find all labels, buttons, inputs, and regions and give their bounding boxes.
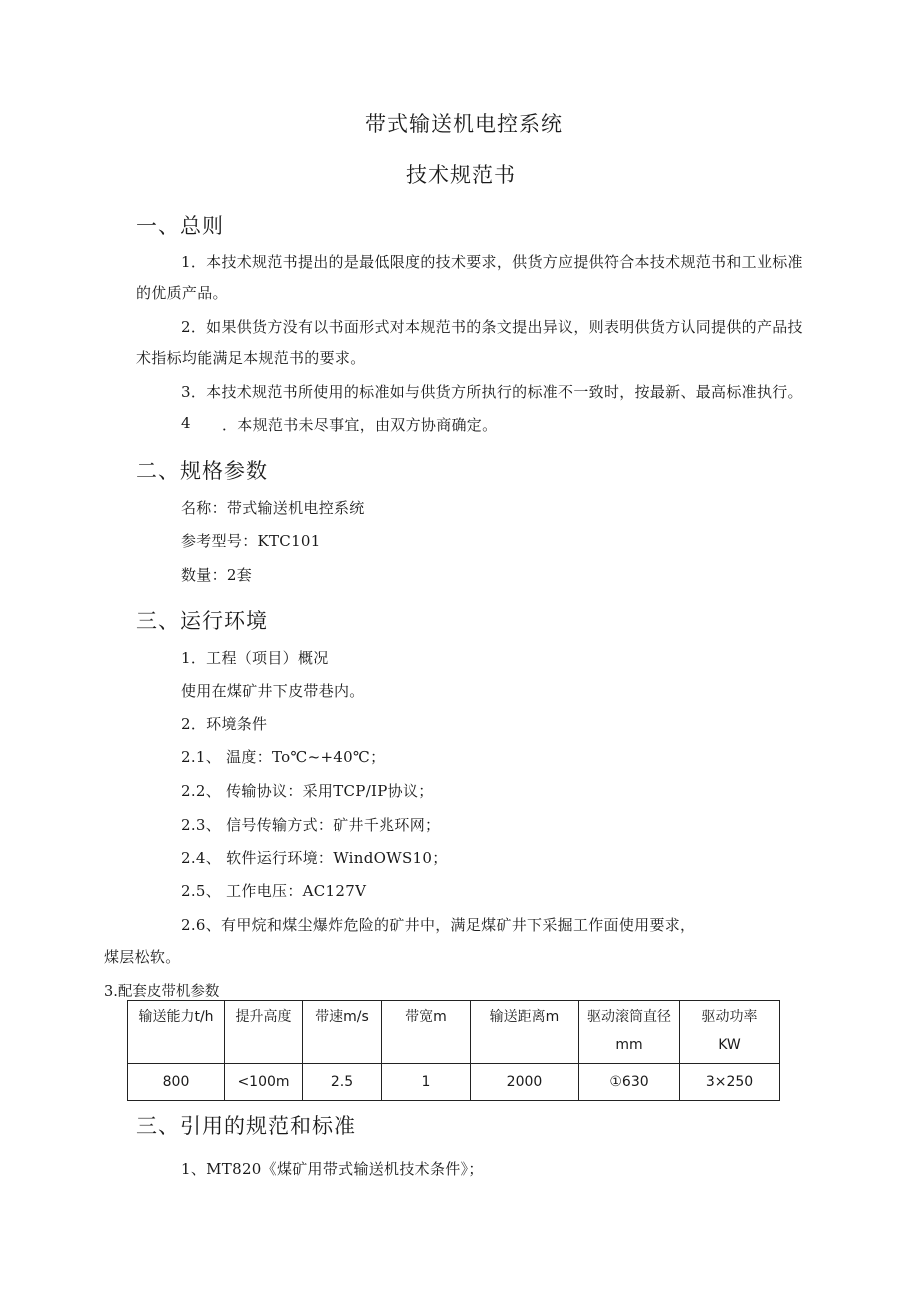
condition-signal: 2.3、 信号传输方式：矿井千兆环网； [181,816,441,834]
condition-voltage: 2.5、 工作电压：AC127V [181,882,367,900]
condition-temperature: 2.1、 温度：To℃~+40℃； [181,748,386,766]
condition-mine-line-1: 2.6、有甲烷和煤尘爆炸危险的矿井中，满足煤矿井下采掘工作面使用要求， [181,916,696,934]
section-heading-standards: 三、引用的规范和标准 [136,1114,356,1138]
header-drive-power: 驱动功率 KW [680,1001,780,1064]
table-header-row [128,1001,780,1064]
paragraph-3: 3．本技术规范书所使用的标准如与供货方所执行的标准不一致时，按最新、最高标准执行。 [181,383,803,401]
header-belt-width: 带宽m [382,1001,471,1064]
condition-protocol: 2.2、 传输协议：采用TCP/IP协议； [181,782,434,800]
condition-software: 2.4、 软件运行环境：WindOWS10； [181,849,448,867]
section-heading-specs: 二、规格参数 [136,459,268,483]
header-capacity: 输送能力t/h [128,1001,225,1064]
cell-drive-power: 3×250 [680,1064,780,1101]
cell-conveying-distance: 2000 [471,1064,579,1101]
cell-capacity: 800 [128,1064,225,1101]
document-title: 带式输送机电控系统 [365,112,563,136]
condition-mine-line-2: 煤层松软。 [104,948,181,966]
paragraph-2-line-1: 2．如果供货方没有以书面形式对本规范书的条文提出异议，则表明供货方认同提供的产品技 [181,318,803,336]
section-heading-environment: 三、运行环境 [136,609,268,633]
document-subtitle: 技术规范书 [406,163,516,187]
project-overview-text: 使用在煤矿井下皮带巷内。 [181,682,365,700]
paragraph-2-line-2: 术指标均能满足本规范书的要求。 [136,349,366,367]
cell-drum-diameter: ①630 [579,1064,680,1101]
paragraph-4-text: ．本规范书未尽事宜，由双方协商确定。 [222,416,498,434]
header-conveying-distance: 输送距离m [471,1001,579,1064]
paragraph-1-line-2: 的优质产品。 [136,284,228,302]
header-lift-height: 提升高度 [225,1001,303,1064]
cell-lift-height: <100m [225,1064,303,1101]
belt-params-heading: 3.配套皮带机参数 [104,984,220,1000]
table-row [128,1064,780,1101]
section-heading-general: 一、总则 [136,214,224,238]
standard-item-1: 1、MT820《煤矿用带式输送机技术条件》； [181,1160,484,1178]
header-drum-diameter: 驱动滚筒直径 mm [579,1001,680,1064]
spec-model: 参考型号：KTC101 [181,532,321,550]
cell-belt-speed: 2.5 [303,1064,382,1101]
environment-conditions-heading: 2．环境条件 [181,715,268,733]
project-overview-heading: 1．工程（项目）概况 [181,649,329,667]
belt-parameters-table [127,1000,780,1101]
spec-name: 名称：带式输送机电控系统 [181,499,365,517]
paragraph-4-number: 4 [181,414,191,432]
header-belt-speed: 带速m/s [303,1001,382,1064]
spec-quantity: 数量：2套 [181,566,253,584]
cell-belt-width: 1 [382,1064,471,1101]
paragraph-1-line-1: 1．本技术规范书提出的是最低限度的技术要求，供货方应提供符合本技术规范书和工业标准 [181,253,803,271]
